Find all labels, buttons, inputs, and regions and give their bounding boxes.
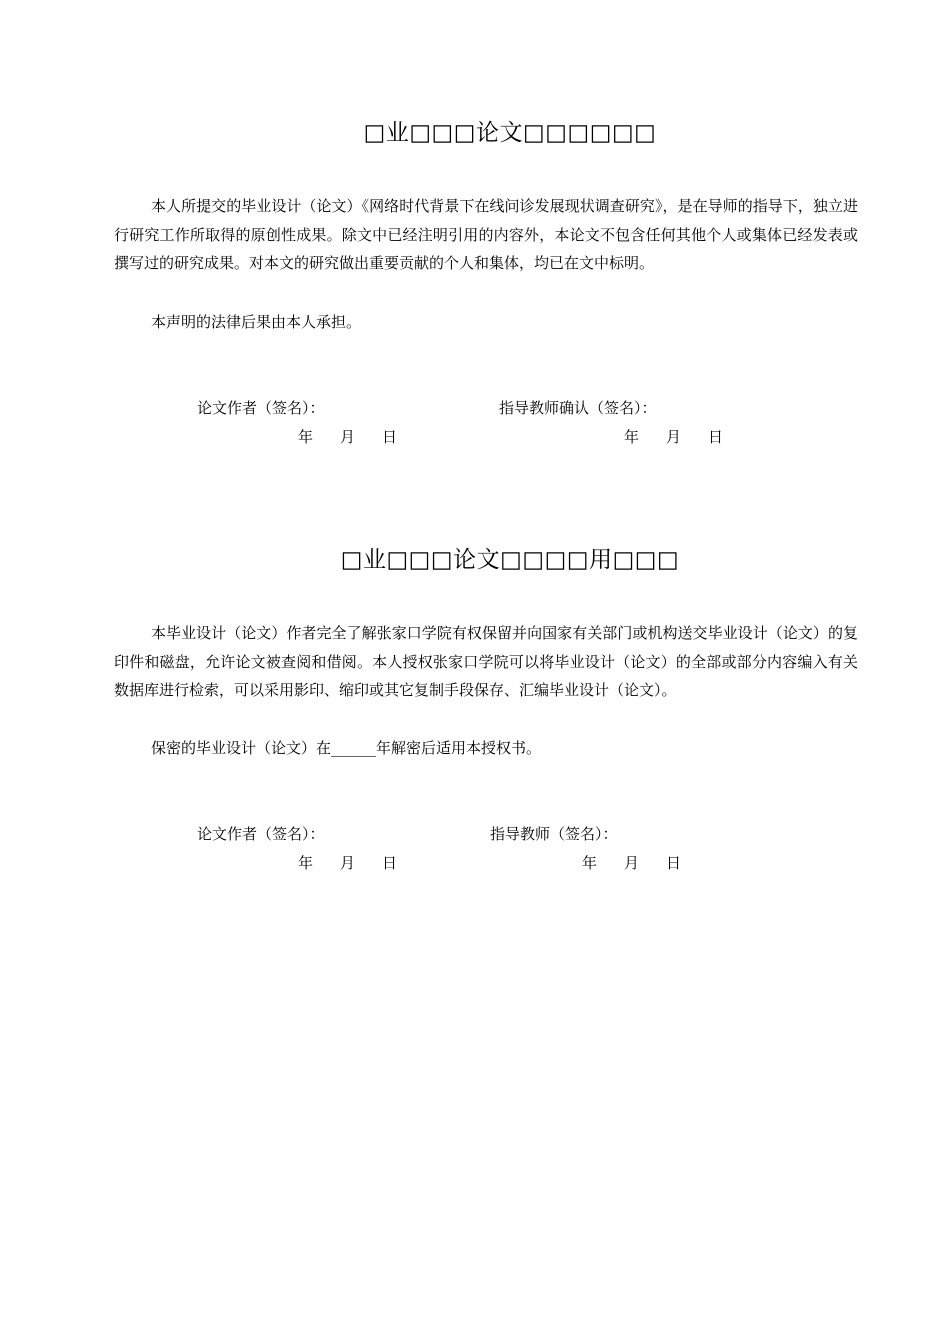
date-year: 年 (624, 428, 640, 446)
authorization-author-date (298, 852, 397, 873)
date-month: 月 (340, 854, 356, 872)
authorization-confidential: 保密的毕业设计（论文）在______年解密后适用本授权书。 (151, 739, 542, 757)
declaration-body: 本人所提交的毕业设计（论文）《网络时代背景下在线问诊发展现状调查研究》，是在导师的指导下，独立进行研究工作所取得的原创性成果。除文中已经注明引用的内容外，本论文不包含任何其他个人或集体已经发表或撰写过的研究成果。对本文的研究做出重要贡献的个人和集体，均已在文中标明。 (114, 197, 858, 272)
authorization-advisor-signature-label: 指导教师（签名）： (490, 825, 618, 843)
declaration-advisor-date (624, 426, 723, 447)
date-year: 年 (298, 854, 314, 872)
authorization-title: □业□□□论文□□□□用□□□ (340, 547, 680, 573)
date-day: 日 (708, 428, 724, 446)
date-day: 日 (382, 428, 398, 446)
date-day: 日 (382, 854, 398, 872)
declaration-responsibility: 本声明的法律后果由本人承担。 (151, 313, 362, 331)
declaration-author-signature-label: 论文作者（签名）： (197, 399, 325, 417)
date-month: 月 (624, 854, 640, 872)
declaration-title: □业□□□论文□□□□□□ (363, 120, 657, 146)
authorization-advisor-date (582, 852, 681, 873)
date-year: 年 (298, 428, 314, 446)
authorization-body: 本毕业设计（论文）作者完全了解张家口学院有权保留并向国家有关部门或机构送交毕业设计（论文）的复印件和磁盘，允许论文被查阅和借阅。本人授权张家口学院可以将毕业设计（论文）的全部或部分内容编入有关数据库进行检索，可以采用影印、缩印或其它复制手段保存、汇编毕业设计（论文）。 (114, 624, 858, 699)
date-day: 日 (666, 854, 682, 872)
declaration-author-date (298, 426, 397, 447)
authorization-author-signature-label: 论文作者（签名）： (197, 825, 325, 843)
date-year: 年 (582, 854, 598, 872)
date-month: 月 (666, 428, 682, 446)
date-month: 月 (340, 428, 356, 446)
declaration-advisor-signature-label: 指导教师确认（签名）： (499, 399, 657, 417)
